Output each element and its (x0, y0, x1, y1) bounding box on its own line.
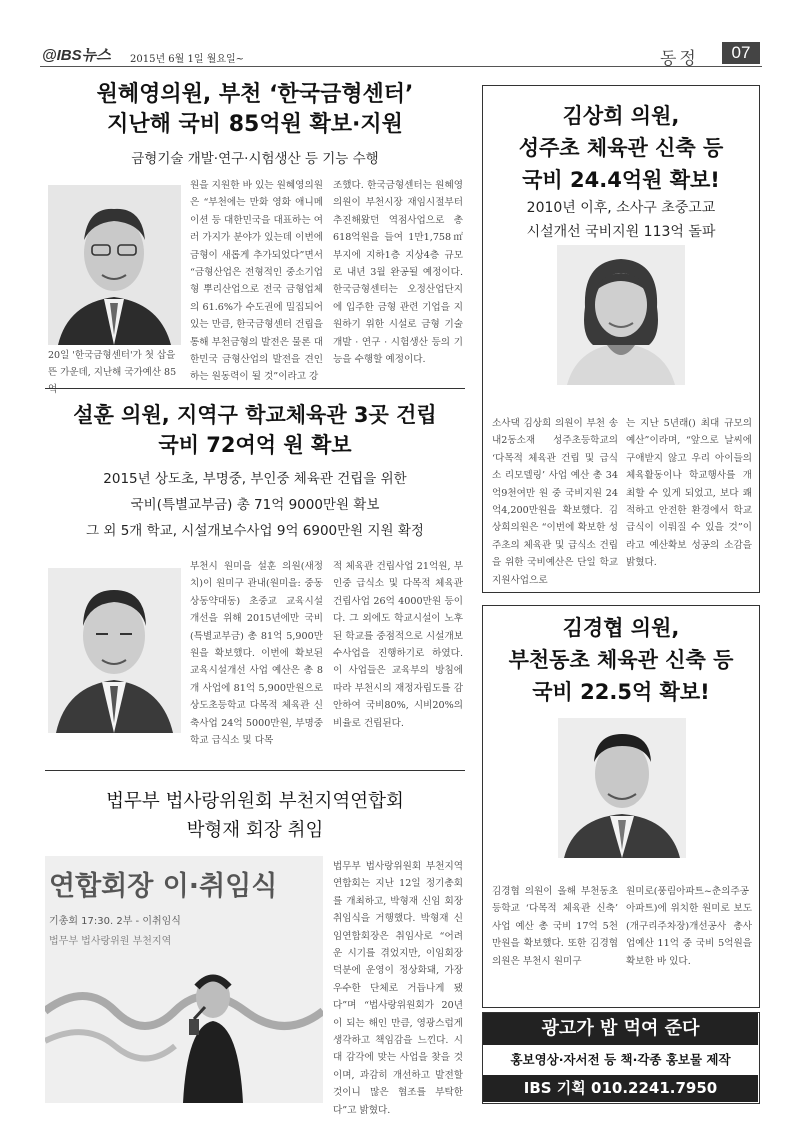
article1-title-line2: 지난해 국비 85억원 확보·지원 (107, 112, 403, 137)
article1-col2: 조했다. 한국금형센터는 원혜영의원이 부천시장 재임시절부터 추진해왔던 역점사업으로 총 618억원을 들여 1만1,758㎡ 부지에 지하1층 지상4층 규모로 내년 3월 완공될 예정이다. 한국금형센터는 오정산업단지에 입주한 금형 관련 기업을 지원하기 위한 시설로 금형 기술개발 · 연구 · 시험생산 등의 기능을 수행할 예정이다. (333, 180, 463, 366)
page-number: 07 (722, 42, 760, 64)
article3-title (45, 787, 465, 845)
politician-photo (48, 568, 181, 733)
article2-title-line2: 국비 72여억 원 확보 (158, 433, 352, 457)
politician-photo (48, 185, 181, 345)
header-rule (40, 66, 762, 67)
divider (45, 770, 465, 771)
article1-title (45, 80, 465, 140)
article1-subtitle: 금형기술 개발·연구·시험생산 등 기능 수행 (131, 151, 379, 167)
logo: @IBS뉴스 (42, 47, 111, 64)
speaker-illustration (45, 951, 323, 1103)
article2-sub1: 2015년 상도초, 부명중, 부인중 체육관 건립을 위한 (103, 471, 407, 487)
article3-body: 법무부 법사랑위원회 부천지역연합회는 지난 12일 정기총회를 개최하고, 박형재 신임 회장 취임식을 거행했다. 박형재 신임연합회장은 취임사로 “어려운 시기를 겪었지만, 이임회장 덕분에 운영이 정상화돼, 가장 우수한 단체로 거듭나게 됐다”며 “법사랑위원회가 20년이 되는 해인 만큼, 영광스럽게 생각하고 책임감을 느낀다. 시대 감각에 맞는 사업을 찾을 것이며, 과감히 개선하고 발전할 것이니 많은 협조를 부탁한다”고 밝혔다. (333, 861, 463, 1116)
article4-col1: 소사댁 김상희 의원이 부천 송내2동소재 성주초등학교의 ‘다목적 체육관 건립 및 급식소 리모델링’ 사업 예산 총 34억9천여만 원 중 국비지원 24억4,200만원을 확보했다. 김상희의원은 “이번에 확보한 성주초의 체육관 및 급식소 건립을 위한 국비예산은 단일 학교 지원사업으로 (492, 418, 618, 586)
article5-col1: 김경협 의원이 올해 부천동초등학교 ‘다목적 체육관 신축’ 사업 예산 총 국비 17억 5천만원을 확보했다. 또한 김경협 의원은 부천시 원미구 (492, 886, 618, 967)
article5-title (482, 612, 760, 708)
politician-photo (558, 718, 686, 858)
ad-contact: IBS 기획 010.2241.7950 (483, 1075, 758, 1102)
article2-sub2: 국비(특별교부금) 총 71억 9000만원 확보 (130, 497, 380, 513)
article3-title-line2: 박형재 회장 취임 (186, 820, 324, 841)
article2-subtitle (45, 466, 465, 544)
portrait-illustration (557, 245, 685, 385)
banner-title: 연합회장 이·취임식 (49, 871, 278, 902)
article2-title (45, 400, 465, 460)
article4-title-line3: 국비 24.4억원 확보! (522, 168, 720, 192)
article2-col2: 적 체육관 건립사업 21억원, 부인중 급식소 및 다목적 체육관 건립사업 26억 4000만원 등이다. 그 외에도 학교시설이 노후 된 학교를 중점적으로 시설개보수사업을 진행하기로 하였다. 이 사업들은 교육부의 방침에 따라 부천시의 재정자립도를 감안하여 국비80%, 시비20%의 비율로 건립된다. (333, 561, 463, 729)
portrait-illustration (48, 185, 181, 345)
banner-detail: 법무부 법사랑위원 부천지역 (49, 936, 172, 947)
issue-date: 2015년 6월 1일 월요일~ (130, 54, 245, 65)
event-photo (45, 856, 323, 1103)
article1-col1: 원을 지원한 바 있는 원혜영의원은 “부천에는 만화 영화 애니메이션 등 대한민국을 대표하는 여러 가지가 분야가 있는데 이번에 금형이 새롭게 추가되었다”면서 “금형산업은 전형적인 중소기업형 뿌리산업으로 전국 금형업체의 61.6%가 수도권에 밀집되어 있는 만큼, 한국금형센터 건립을 통해 부천금형의 발전은 물론 대한민국 금형산업의 발전을 견인하는 원동력이 될 것”이라고 강 (190, 180, 323, 383)
article2-col1: 부천시 원미을 설훈 의원(새정치)이 원미구 관내(원미을: 중동상동약대동) 초중교 교육시설 개선을 위해 2015년에만 국비(특별교부금) 총 81억 5,900만원을 확보했다. 이번에 확보된 교육시설개선 사업 예산은 총 8개 사업에 81억 5,900만원으로 상도초등학교 다목적 체육관 신축사업 24억 5000만원, 부명중학교 급식소 및 다목 (190, 561, 323, 747)
article5-title-line2: 부천동초 체육관 신축 등 (508, 648, 734, 672)
article1-caption: 20일 '한국금형센터'가 첫 삽을 뜬 가운데, 지난해 국가예산 85억 (48, 350, 177, 395)
ad-services: 홍보영상·자서전 등 책·각종 홍보물 제작 (510, 1052, 731, 1067)
article2-sub3: 그 외 5개 학교, 시설개보수사업 9억 6900만원 지원 확정 (86, 523, 424, 539)
article5-title-line1: 김경협 의원, (562, 616, 680, 640)
section-name: 동정 (660, 49, 699, 69)
article4-title (482, 100, 760, 196)
article5-col2: 원미로(풍림아파트~춘의주공아파트)에 위치한 원미로 보도(개구리주차장)개선공사 총사업예산 11억 중 국비 5억원을 확보한 바 있다. (626, 886, 752, 967)
article4-title-line2: 성주초 체육관 신축 등 (518, 136, 724, 160)
article1-title-line1: 원혜영의원, 부천 ‘한국금형센터’ (96, 82, 414, 107)
advertisement (482, 1012, 760, 1104)
portrait-illustration (558, 718, 686, 858)
article4-col2: 는 지난 5년래() 최대 규모의 예산”이라며, “앞으로 날씨에 구애받지 않고 우리 아이들의 체육활동이나 학교행사를 개최할 수 있게 되었고, 보다 쾌적하고 안전한 환경에서 학교급식이 이뤄질 수 있을 것”이라고 예산확보 성공의 소감을 밝혔다. (626, 418, 752, 569)
ad-headline: 광고가 밥 먹여 준다 (483, 1013, 758, 1045)
article4-sub2: 시설개선 국비지원 113억 돌파 (526, 224, 716, 240)
article4-subtitle (482, 196, 760, 244)
article4-sub1: 2010년 이후, 소사구 초중고교 (526, 200, 716, 216)
portrait-illustration (48, 568, 181, 733)
article3-title-line1: 법무부 법사랑위원회 부천지역연합회 (106, 791, 404, 812)
divider (45, 388, 465, 389)
article5-title-line3: 국비 22.5억 확보! (532, 680, 710, 704)
article2-title-line1: 설훈 의원, 지역구 학교체육관 3곳 건립 (73, 403, 437, 427)
article4-title-line1: 김상희 의원, (562, 104, 680, 128)
banner-detail: 기총회 17:30. 2부 - 이취임식 (49, 916, 181, 927)
politician-photo (557, 245, 685, 385)
